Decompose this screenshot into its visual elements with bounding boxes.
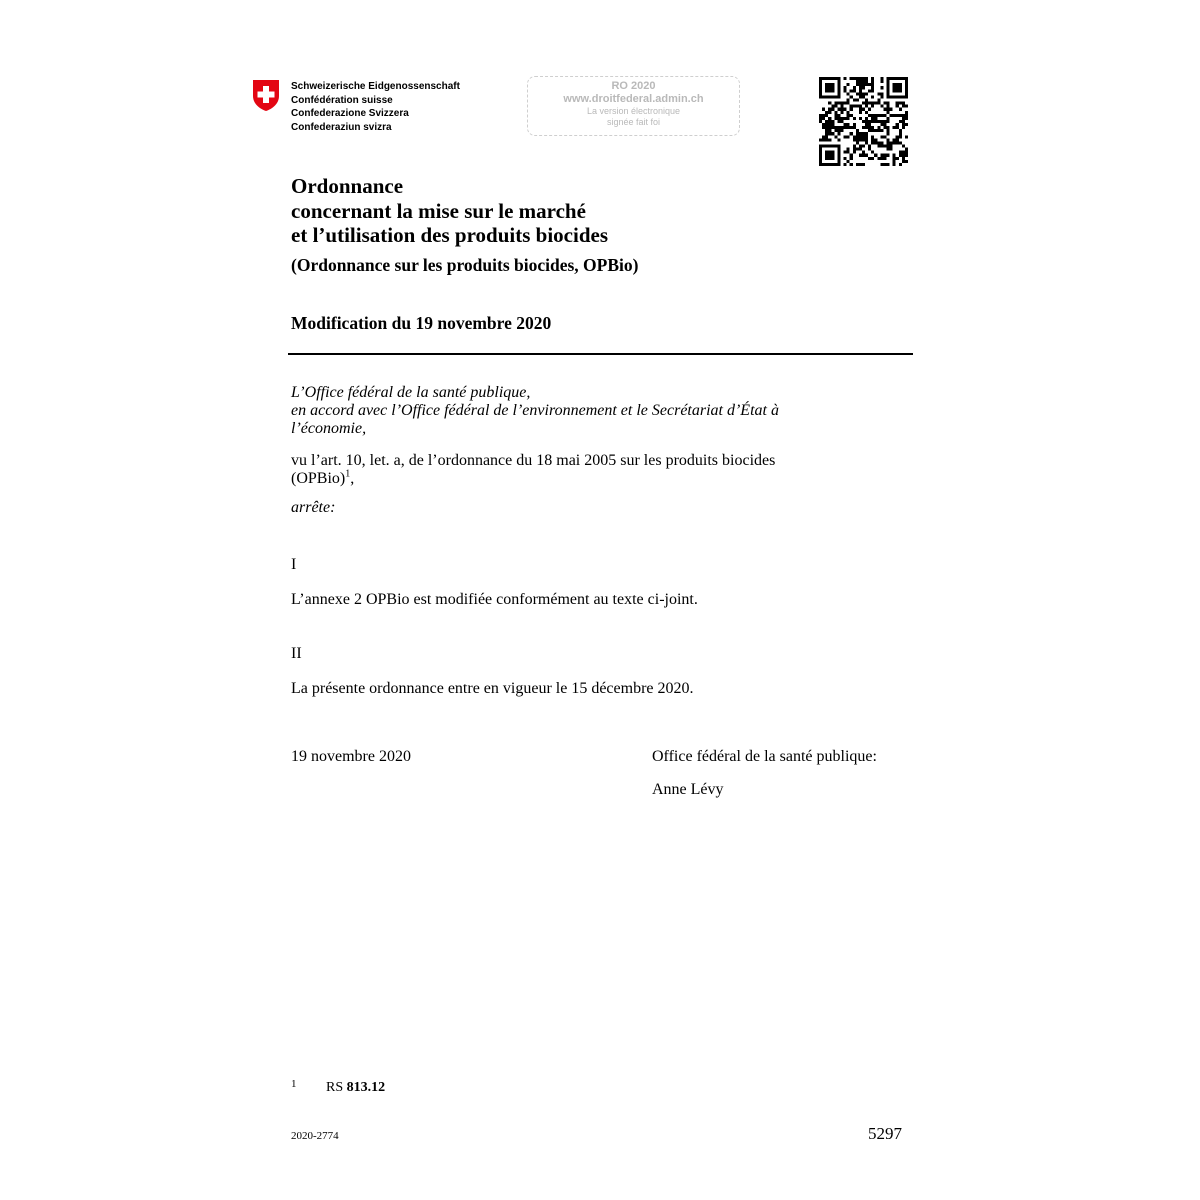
- title-line-1: Ordonnance: [291, 174, 404, 198]
- confederation-name-de: Schweizerische Eidgenossenschaft: [291, 81, 460, 92]
- title-line-3: et l’utilisation des produits biocides: [291, 223, 608, 247]
- legal-basis-text: (OPBio): [291, 470, 346, 487]
- section-numeral-1: I: [291, 556, 297, 573]
- section-text-2: La présente ordonnance entre en vigueur le 15 décembre 2020.: [291, 680, 694, 697]
- page-number: 5297: [868, 1124, 902, 1143]
- official-publication-stamp: [527, 76, 740, 136]
- legal-basis-line-2: [291, 470, 891, 488]
- confederation-name-it: Confederazione Svizzera: [291, 108, 409, 119]
- title-line-2: concernant la mise sur le marché: [291, 198, 586, 223]
- ordinance-title: [291, 174, 608, 248]
- legal-basis-line-1: vu l’art. 10, let. a, de l’ordonnance du 18 mai 2005 sur les produits biocides: [291, 452, 776, 469]
- decree-word: arrête:: [291, 499, 336, 516]
- stamp-note-line2: signée fait foi: [606, 117, 661, 127]
- stamp-note-line1: La version électronique: [586, 106, 681, 116]
- signature-name: Anne Lévy: [652, 781, 724, 798]
- section-text-1: L’annexe 2 OPBio est modifiée conformément au texte ci-joint.: [291, 591, 698, 608]
- confederation-name-rm: Confederaziun svizra: [291, 121, 392, 133]
- signature-date: 19 novembre 2020: [291, 748, 411, 765]
- signature-office: Office fédéral de la santé publique:: [652, 748, 877, 765]
- qr-code-icon: [819, 77, 908, 166]
- swiss-emblem-icon: [251, 78, 281, 112]
- authority-line-1: L’Office fédéral de la santé publique,: [291, 384, 531, 401]
- footnote-prefix: RS: [326, 1080, 347, 1095]
- section-numeral-2: II: [291, 645, 302, 662]
- preamble-authority: [291, 384, 891, 438]
- footnote-number: 1: [291, 1078, 297, 1090]
- footnote-reference[interactable]: 1: [345, 468, 351, 480]
- footnote-rs-number[interactable]: 813.12: [346, 1080, 386, 1095]
- legal-basis-comma: ,: [350, 470, 355, 487]
- stamp-url: www.droitfederal.admin.ch: [563, 93, 704, 105]
- title-divider: [288, 353, 913, 355]
- ordinance-subtitle: (Ordonnance sur les produits biocides, OPBio): [291, 255, 639, 275]
- stamp-ro-label: RO 2020: [611, 80, 656, 92]
- confederation-names: [291, 80, 460, 134]
- preamble-legal-basis: [291, 452, 891, 488]
- authority-line-3: l’économie,: [291, 420, 367, 437]
- confederation-name-fr: Confédération suisse: [291, 94, 393, 106]
- modification-heading: Modification du 19 novembre 2020: [291, 313, 552, 333]
- footnote-text: [326, 1080, 385, 1096]
- document-number: 2020-2774: [291, 1130, 339, 1142]
- authority-line-2: en accord avec l’Office fédéral de l’environnement et le Secrétariat d’État à: [291, 402, 779, 419]
